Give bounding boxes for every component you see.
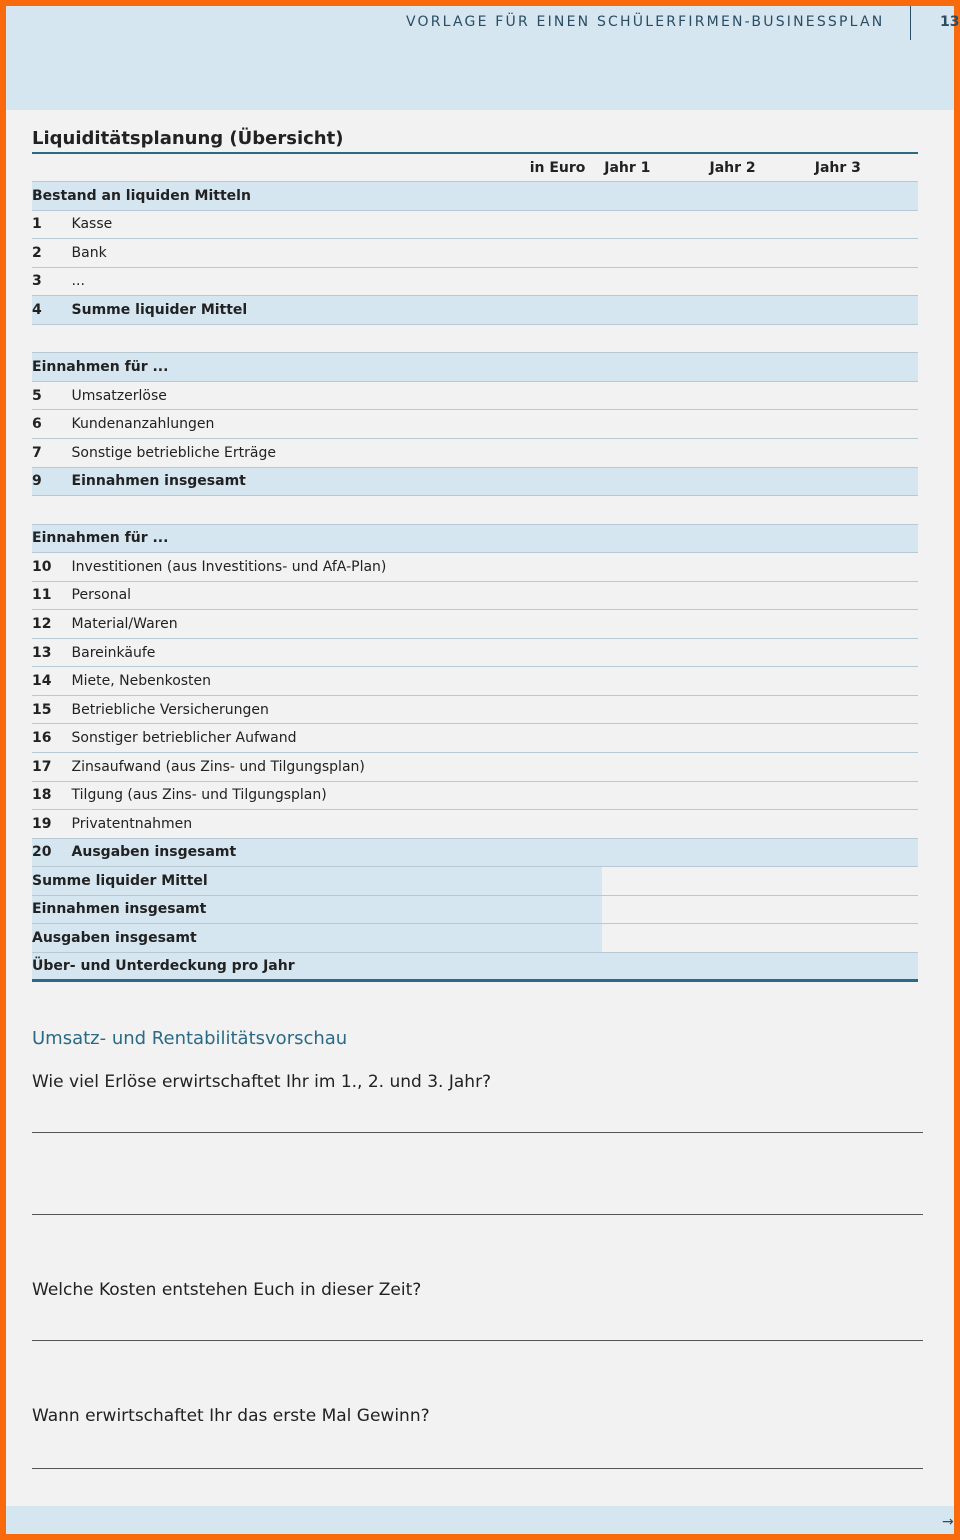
- row-number: 6: [32, 410, 72, 439]
- row-label: Betriebliche Versicherungen: [72, 695, 603, 724]
- table-row-normal: [32, 438, 918, 467]
- row-label: Bareinkäufe: [72, 638, 603, 667]
- value-cell-jahr-2[interactable]: [707, 695, 812, 724]
- table-row-total: [32, 838, 918, 867]
- value-cell-jahr-1[interactable]: [602, 296, 707, 325]
- value-cell-jahr-3[interactable]: [813, 781, 918, 810]
- value-cell-jahr-3[interactable]: [813, 667, 918, 696]
- value-cell-jahr-1[interactable]: [602, 924, 707, 953]
- table-row-normal: [32, 553, 918, 582]
- value-cell-jahr-3[interactable]: [813, 638, 918, 667]
- value-cell-jahr-3[interactable]: [813, 810, 918, 839]
- value-cell-jahr-2[interactable]: [707, 410, 812, 439]
- row-label: Summe liquider Mittel: [72, 296, 603, 325]
- table-row-sum: [32, 924, 918, 953]
- value-cell-jahr-3[interactable]: [813, 695, 918, 724]
- value-cell-jahr-3[interactable]: [813, 267, 918, 296]
- row-label: Ausgaben insgesamt: [32, 924, 602, 953]
- value-cell-jahr-2[interactable]: [707, 524, 812, 553]
- page: [6, 6, 960, 1534]
- value-cell-jahr-3[interactable]: [813, 610, 918, 639]
- footer-band: [6, 1506, 954, 1534]
- value-cell-jahr-2[interactable]: [707, 324, 812, 353]
- question-1: Wie viel Erlöse erwirtschaftet Ihr im 1., 2. und 3. Jahr?: [32, 1072, 492, 1092]
- value-cell-jahr-1[interactable]: [602, 381, 707, 410]
- value-cell-jahr-1[interactable]: [602, 610, 707, 639]
- next-page-arrow-icon: →: [942, 1514, 954, 1530]
- table-row-normal: [32, 667, 918, 696]
- section-title: Umsatz- und Rentabilitätsvorschau: [32, 1028, 348, 1049]
- value-cell-jahr-2[interactable]: [707, 438, 812, 467]
- table-row-section: [32, 353, 918, 382]
- table-row-normal: [32, 610, 918, 639]
- row-label: Zinsaufwand (aus Zins- und Tilgungsplan): [72, 752, 603, 781]
- value-cell-jahr-1[interactable]: [602, 724, 707, 753]
- row-number: 13: [32, 638, 72, 667]
- value-cell-jahr-1[interactable]: [602, 267, 707, 296]
- value-cell-jahr-1[interactable]: [602, 524, 707, 553]
- value-cell-jahr-2[interactable]: [707, 381, 812, 410]
- row-number: 14: [32, 667, 72, 696]
- value-cell-jahr-2[interactable]: [707, 952, 812, 981]
- value-cell-jahr-3[interactable]: [813, 210, 918, 239]
- row-label: Ausgaben insgesamt: [72, 838, 603, 867]
- answer-line-1a[interactable]: [32, 1132, 923, 1133]
- row-number: 4: [32, 296, 72, 325]
- value-cell-jahr-1[interactable]: [602, 638, 707, 667]
- row-label: [72, 324, 603, 353]
- table-row-normal: [32, 410, 918, 439]
- col-jahr-2: Jahr 2: [707, 153, 812, 182]
- row-label: Material/Waren: [72, 610, 603, 639]
- value-cell-jahr-2[interactable]: [707, 895, 812, 924]
- table-row-normal: [32, 752, 918, 781]
- value-cell-jahr-1[interactable]: [602, 810, 707, 839]
- table-row-section: [32, 524, 918, 553]
- value-cell-jahr-2[interactable]: [707, 496, 812, 525]
- table-row-normal: [32, 381, 918, 410]
- row-label: ...: [72, 267, 603, 296]
- value-cell-jahr-3[interactable]: [813, 724, 918, 753]
- value-cell-jahr-1[interactable]: [602, 324, 707, 353]
- row-label: [72, 496, 603, 525]
- table-row-gap: [32, 324, 918, 353]
- value-cell-jahr-3[interactable]: [813, 553, 918, 582]
- value-cell-jahr-1[interactable]: [602, 182, 707, 211]
- value-cell-jahr-2[interactable]: [707, 867, 812, 896]
- col-jahr-3: Jahr 3: [813, 153, 918, 182]
- table-row-sum: [32, 867, 918, 896]
- value-cell-jahr-1[interactable]: [602, 581, 707, 610]
- value-cell-jahr-1[interactable]: [602, 210, 707, 239]
- row-number: 20: [32, 838, 72, 867]
- value-cell-jahr-2[interactable]: [707, 553, 812, 582]
- value-cell-jahr-3[interactable]: [813, 952, 918, 981]
- value-cell-jahr-3[interactable]: [813, 353, 918, 382]
- running-title: VORLAGE FÜR EINEN SCHÜLERFIRMEN-BUSINESSPLAN: [406, 14, 885, 30]
- col-in-euro: in Euro: [530, 153, 603, 182]
- row-label: Sonstiger betrieblicher Aufwand: [72, 724, 603, 753]
- row-label: Über- und Unterdeckung pro Jahr: [32, 952, 602, 981]
- value-cell-jahr-2[interactable]: [707, 810, 812, 839]
- row-label: Bank: [72, 239, 603, 268]
- row-number: 10: [32, 553, 72, 582]
- table-title: Liquiditätsplanung (Übersicht): [32, 128, 344, 149]
- value-cell-jahr-3[interactable]: [813, 838, 918, 867]
- row-label: Einnahmen für ...: [32, 353, 602, 382]
- value-cell-jahr-2[interactable]: [707, 239, 812, 268]
- value-cell-jahr-3[interactable]: [813, 239, 918, 268]
- table-row-normal: [32, 267, 918, 296]
- table-row-normal: [32, 239, 918, 268]
- value-cell-jahr-3[interactable]: [813, 524, 918, 553]
- value-cell-jahr-3[interactable]: [813, 467, 918, 496]
- liquidity-table: [32, 152, 918, 982]
- value-cell-jahr-2[interactable]: [707, 210, 812, 239]
- value-cell-jahr-1[interactable]: [602, 695, 707, 724]
- value-cell-jahr-3[interactable]: [813, 496, 918, 525]
- value-cell-jahr-1[interactable]: [602, 553, 707, 582]
- row-label: Kasse: [72, 210, 603, 239]
- value-cell-jahr-2[interactable]: [707, 353, 812, 382]
- value-cell-jahr-2[interactable]: [707, 924, 812, 953]
- row-number: [32, 496, 72, 525]
- value-cell-jahr-2[interactable]: [707, 467, 812, 496]
- table-row-total: [32, 296, 918, 325]
- header-divider: [910, 6, 911, 40]
- table-row-last: [32, 952, 918, 981]
- value-cell-jahr-3[interactable]: [813, 182, 918, 211]
- value-cell-jahr-1[interactable]: [602, 467, 707, 496]
- table-row-sum: [32, 895, 918, 924]
- row-number: 3: [32, 267, 72, 296]
- table-row-normal: [32, 638, 918, 667]
- value-cell-jahr-2[interactable]: [707, 581, 812, 610]
- row-number: 11: [32, 581, 72, 610]
- value-cell-jahr-2[interactable]: [707, 724, 812, 753]
- row-label: Kundenanzahlungen: [72, 410, 603, 439]
- row-number: 15: [32, 695, 72, 724]
- value-cell-jahr-3[interactable]: [813, 752, 918, 781]
- value-cell-jahr-1[interactable]: [602, 438, 707, 467]
- row-label: Tilgung (aus Zins- und Tilgungsplan): [72, 781, 603, 810]
- value-cell-jahr-3[interactable]: [813, 324, 918, 353]
- value-cell-jahr-1[interactable]: [602, 239, 707, 268]
- value-cell-jahr-3[interactable]: [813, 581, 918, 610]
- value-cell-jahr-2[interactable]: [707, 610, 812, 639]
- value-cell-jahr-3[interactable]: [813, 296, 918, 325]
- table-row-section: [32, 182, 918, 211]
- table-row-normal: [32, 581, 918, 610]
- value-cell-jahr-2[interactable]: [707, 182, 812, 211]
- value-cell-jahr-1[interactable]: [602, 895, 707, 924]
- value-cell-jahr-1[interactable]: [602, 952, 707, 981]
- row-label: Einnahmen für ...: [32, 524, 602, 553]
- value-cell-jahr-3[interactable]: [813, 381, 918, 410]
- row-number: 2: [32, 239, 72, 268]
- row-number: 9: [32, 467, 72, 496]
- col-jahr-1: Jahr 1: [602, 153, 707, 182]
- value-cell-jahr-3[interactable]: [813, 924, 918, 953]
- value-cell-jahr-1[interactable]: [602, 867, 707, 896]
- table-row-normal: [32, 695, 918, 724]
- row-number: 12: [32, 610, 72, 639]
- value-cell-jahr-1[interactable]: [602, 752, 707, 781]
- row-label: Summe liquider Mittel: [32, 867, 602, 896]
- row-number: 19: [32, 810, 72, 839]
- row-label: Umsatzerlöse: [72, 381, 603, 410]
- value-cell-jahr-3[interactable]: [813, 895, 918, 924]
- value-cell-jahr-1[interactable]: [602, 496, 707, 525]
- answer-line-1b[interactable]: [32, 1214, 923, 1215]
- value-cell-jahr-2[interactable]: [707, 296, 812, 325]
- table-row-normal: [32, 724, 918, 753]
- value-cell-jahr-1[interactable]: [602, 667, 707, 696]
- row-number: 7: [32, 438, 72, 467]
- row-number: [32, 324, 72, 353]
- value-cell-jahr-2[interactable]: [707, 752, 812, 781]
- value-cell-jahr-1[interactable]: [602, 781, 707, 810]
- value-cell-jahr-3[interactable]: [813, 410, 918, 439]
- value-cell-jahr-1[interactable]: [602, 410, 707, 439]
- table-header-row: [32, 153, 918, 182]
- row-label: Einnahmen insgesamt: [32, 895, 602, 924]
- value-cell-jahr-1[interactable]: [602, 353, 707, 382]
- value-cell-jahr-2[interactable]: [707, 267, 812, 296]
- row-label: Sonstige betriebliche Erträge: [72, 438, 603, 467]
- value-cell-jahr-3[interactable]: [813, 438, 918, 467]
- table-row-normal: [32, 810, 918, 839]
- row-number: 17: [32, 752, 72, 781]
- row-number: 5: [32, 381, 72, 410]
- row-number: 1: [32, 210, 72, 239]
- row-number: 16: [32, 724, 72, 753]
- answer-line-3[interactable]: [32, 1468, 923, 1469]
- row-label: Privatentnahmen: [72, 810, 603, 839]
- row-label: Einnahmen insgesamt: [72, 467, 603, 496]
- question-2: Welche Kosten entstehen Euch in dieser Zeit?: [32, 1280, 422, 1300]
- value-cell-jahr-2[interactable]: [707, 638, 812, 667]
- table-row-total: [32, 467, 918, 496]
- row-label: Personal: [72, 581, 603, 610]
- table-row-normal: [32, 781, 918, 810]
- question-3: Wann erwirtschaftet Ihr das erste Mal Gewinn?: [32, 1406, 430, 1426]
- page-number: 13: [940, 14, 960, 30]
- row-label: Bestand an liquiden Mitteln: [32, 182, 602, 211]
- row-label: Investitionen (aus Investitions- und AfA-Plan): [72, 553, 603, 582]
- table-row-normal: [32, 210, 918, 239]
- value-cell-jahr-2[interactable]: [707, 667, 812, 696]
- value-cell-jahr-2[interactable]: [707, 781, 812, 810]
- value-cell-jahr-3[interactable]: [813, 867, 918, 896]
- row-label: Miete, Nebenkosten: [72, 667, 603, 696]
- value-cell-jahr-2[interactable]: [707, 838, 812, 867]
- answer-line-2[interactable]: [32, 1340, 923, 1341]
- table-row-gap: [32, 496, 918, 525]
- value-cell-jahr-1[interactable]: [602, 838, 707, 867]
- row-number: 18: [32, 781, 72, 810]
